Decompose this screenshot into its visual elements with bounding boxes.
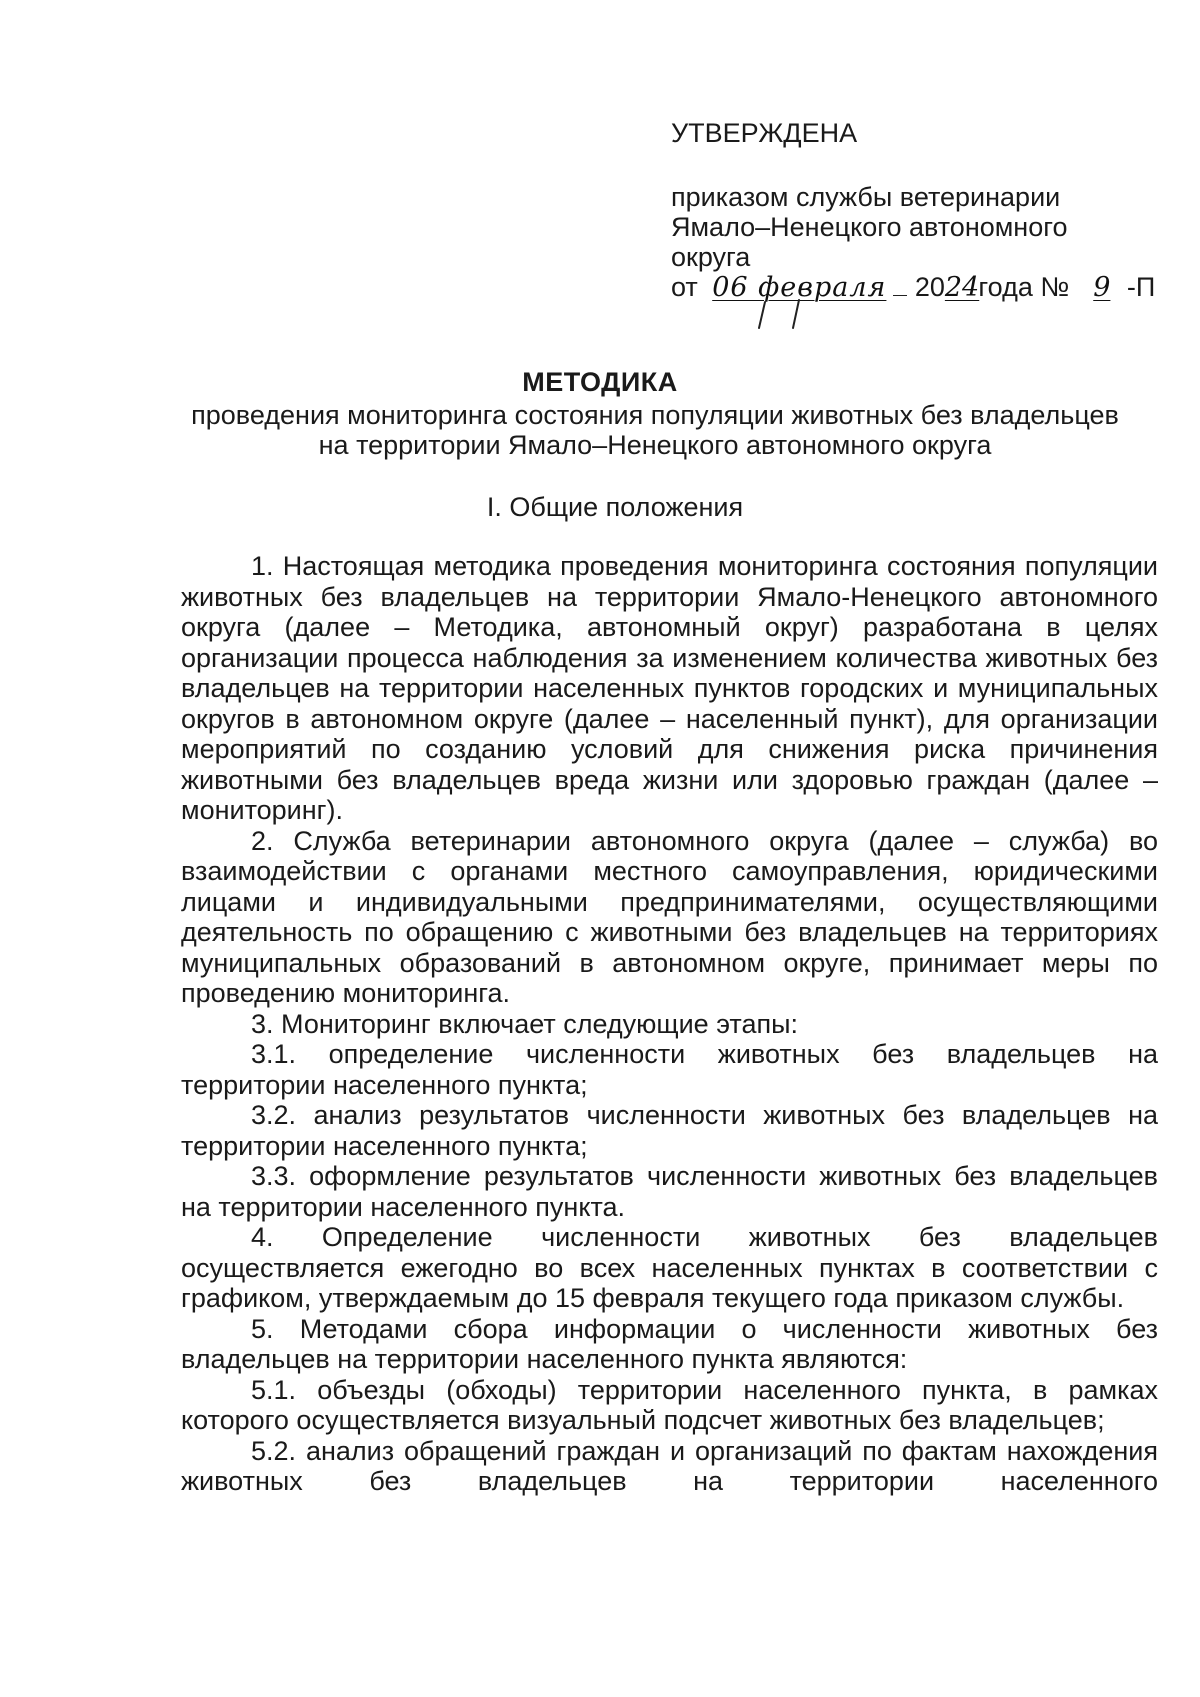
approval-block bbox=[671, 118, 1191, 303]
paragraph-5: 5. Методами сбора информации о численности животных без владельцев на территории населенного пункта являются: bbox=[181, 1313, 1158, 1374]
handwritten-slash-marks bbox=[755, 298, 815, 332]
paragraph-3: 3. Мониторинг включает следующие этапы: bbox=[251, 1008, 798, 1039]
paragraph-3-1: 3.1. определение численности животных без владельцев на территории населенного пункта; bbox=[181, 1039, 1158, 1100]
year-suffix: года № bbox=[978, 272, 1070, 302]
paragraph-3-2: 3.2. анализ результатов численности животных без владельцев на территории населенного пункта; bbox=[181, 1100, 1158, 1161]
document-body bbox=[181, 551, 1158, 1497]
paragraph-4: 4. Определение численности животных без владельцев осуществляется ежегодно во всех населенных пунктах в соответствии с графиком, утверждаемым до 15 февраля текущего года приказом службы. bbox=[181, 1222, 1158, 1313]
year-prefix: 20 bbox=[914, 272, 945, 302]
approval-line-2: Ямало–Ненецкого автономного bbox=[671, 212, 1068, 242]
approval-line-3: округа bbox=[671, 242, 751, 272]
paragraph-1: 1. Настоящая методика проведения мониторинга состояния популяции животных без владельцев на территории Ямало-Ненецкого автономного округа (далее – Методика, автономный округ) разработана в целях организации процесса наблюдения за изменением количества животных без владельцев на территории населенных пунктов городских и муниципальных округов в автономном округе (далее – населенный пункт), для организации мероприятий по созданию условий для снижения риска причинения животными без владельцев вреда жизни или здоровью граждан (далее – мониторинг). bbox=[181, 551, 1158, 825]
approval-line-1: приказом службы ветеринарии bbox=[671, 182, 1061, 212]
handwritten-number: 9 bbox=[1093, 272, 1111, 303]
document-title: МЕТОДИКА bbox=[522, 367, 678, 397]
date-prefix: от bbox=[671, 272, 698, 302]
paragraph-5-1: 5.1. объезды (обходы) территории населенного пункта, в рамках которого осуществляется визуальный подсчет животных без владельцев; bbox=[181, 1374, 1158, 1435]
handwritten-year: 24 bbox=[944, 272, 980, 303]
date-blank bbox=[893, 295, 907, 296]
approval-heading: УТВЕРЖДЕНА bbox=[671, 118, 858, 148]
number-suffix: -П bbox=[1126, 272, 1156, 302]
paragraph-3-3: 3.3. оформление результатов численности животных без владельцев на территории населенного пункта. bbox=[181, 1161, 1158, 1222]
handwritten-date: 06 февраля bbox=[712, 272, 887, 303]
section-heading: I. Общие положения bbox=[486, 492, 744, 522]
approval-date-line bbox=[671, 272, 1191, 303]
paragraph-5-2: 5.2. анализ обращений граждан и организаций по фактам нахождения животных без владельцев на территории населенного bbox=[181, 1435, 1158, 1496]
paragraph-2: 2. Служба ветеринарии автономного округа (далее – служба) во взаимодействии с органами местного самоуправления, юридическими лицами и индивидуальными предпринимателями, осуществляющими деятельность по обращению с животными без владельцев на территориях муниципальных образований в автономном округе, принимает меры по проведению мониторинга. bbox=[181, 825, 1158, 1008]
document-subtitle: проведения мониторинга состояния популяции животных без владельцев на территории Ямало–Ненецкого автономного округа bbox=[191, 400, 1119, 460]
